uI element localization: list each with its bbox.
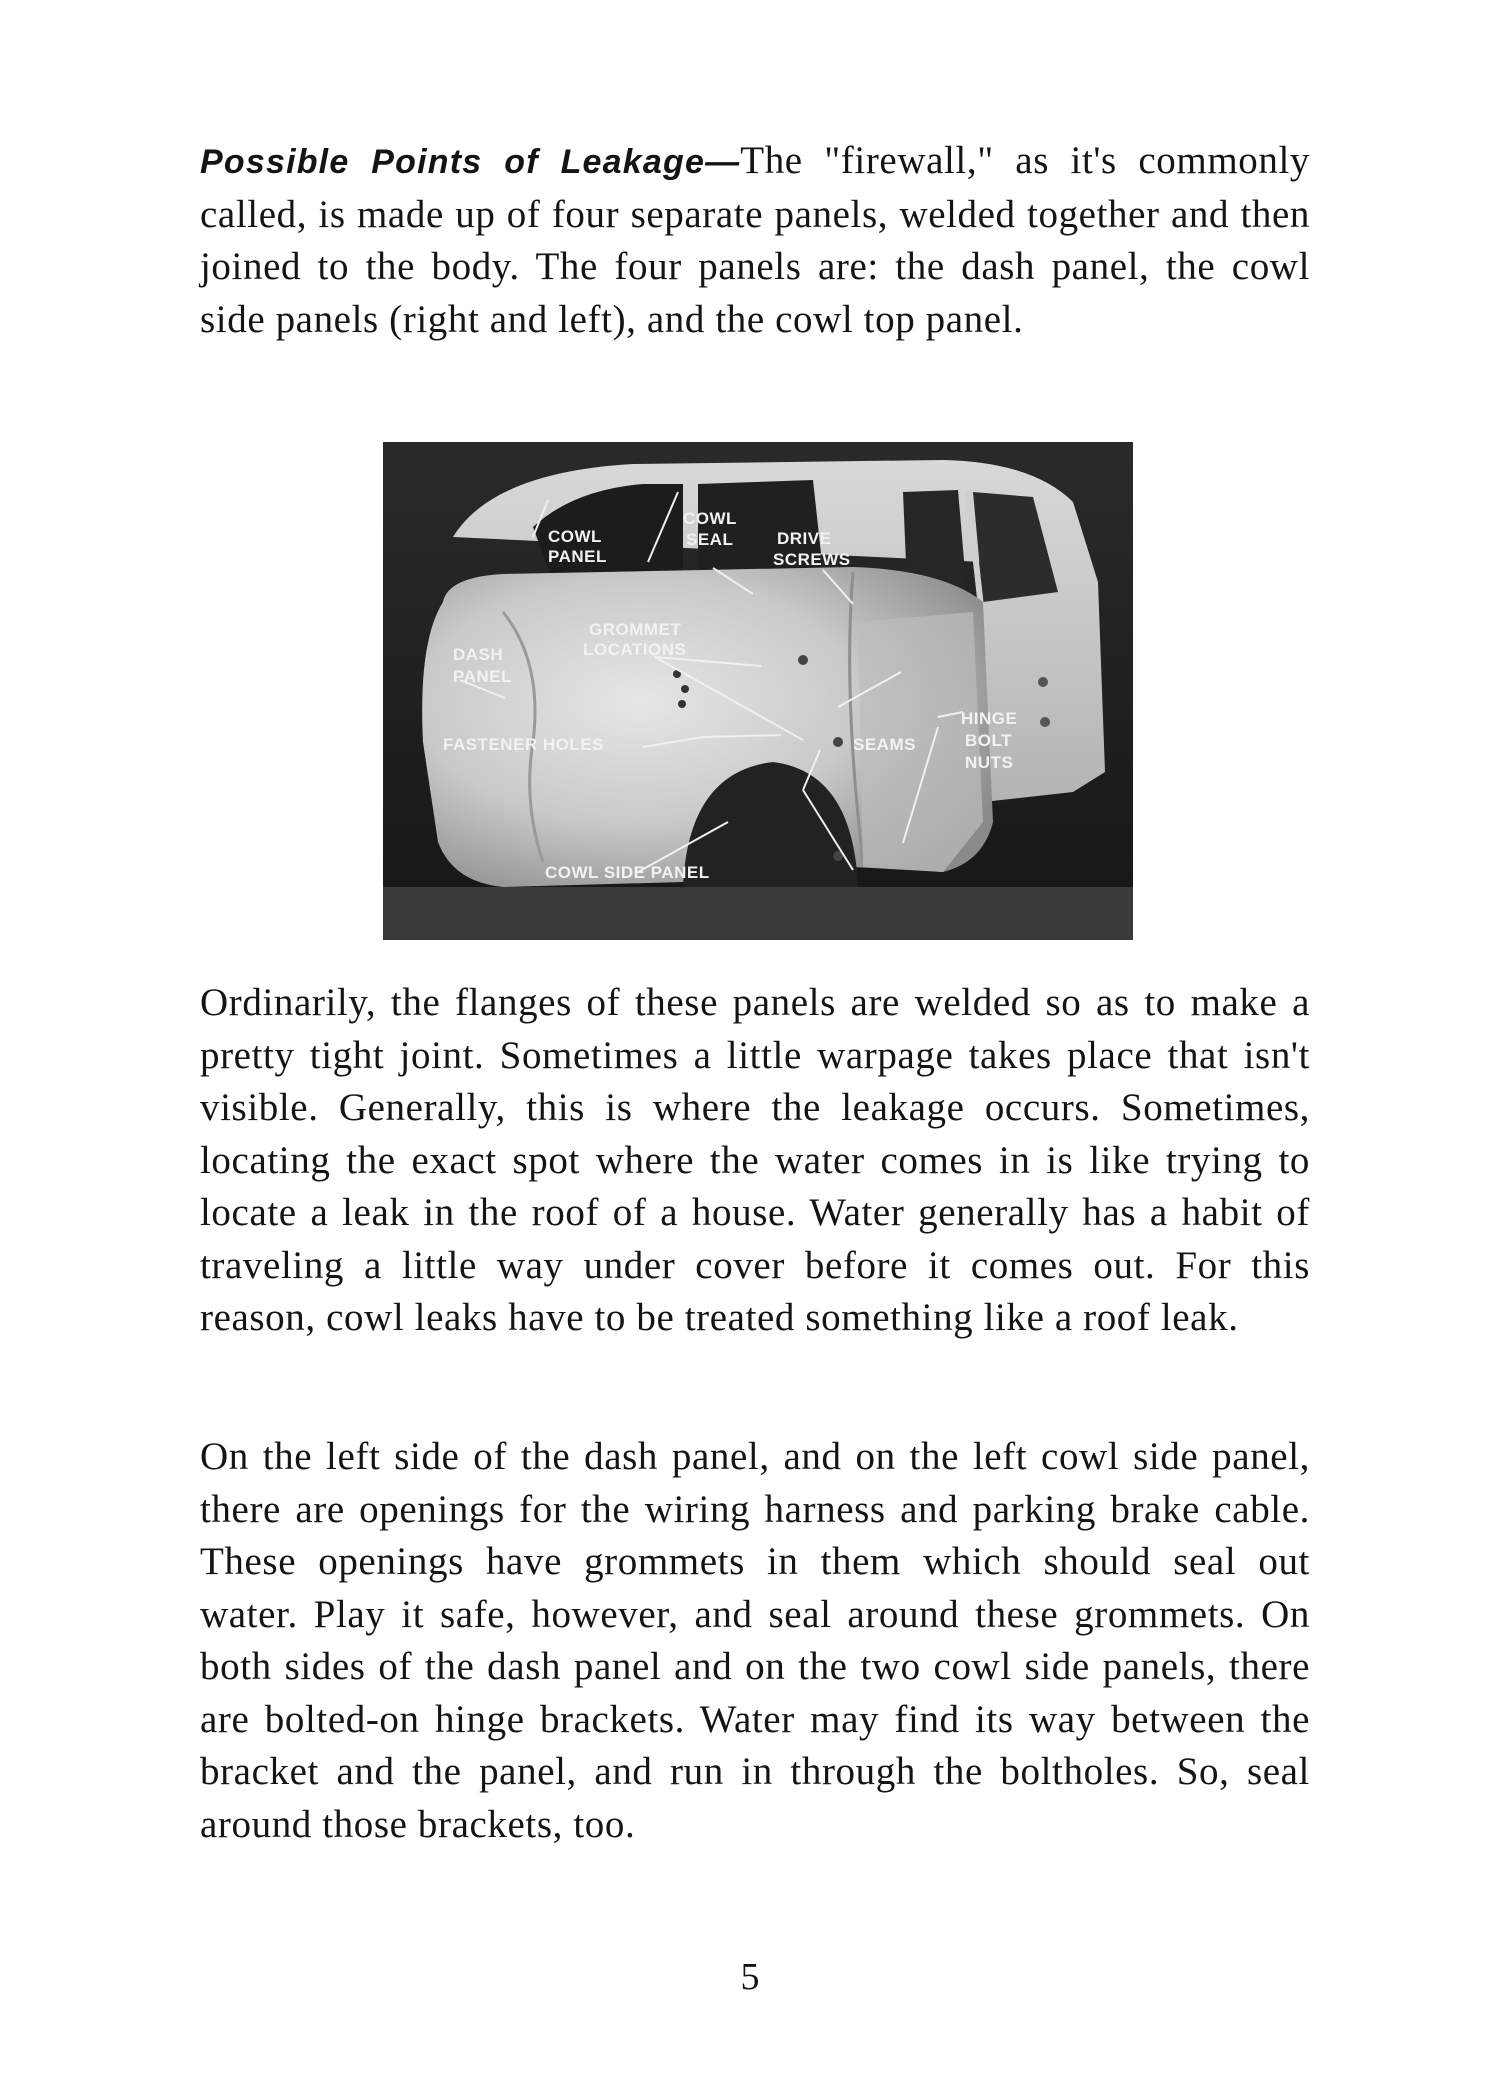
truck-cab-photo <box>383 442 1133 940</box>
label-hinge-bolt-nuts-1: HINGE <box>961 709 1018 728</box>
intro-text: The "firewall," as it's commonly called, is made up of four separate panels, welded together and then joined to the body. The four panels are: the dash panel, the cowl side panels (right and left), and the cowl top panel. <box>200 139 1310 341</box>
label-cowl-seal-1: COWL <box>683 509 737 528</box>
label-cowl-side-panel: COWL SIDE PANEL <box>545 863 710 882</box>
label-seams: SEAMS <box>853 735 916 754</box>
label-drive-screws-1: DRIVE <box>777 529 832 548</box>
label-hinge-bolt-nuts-3: NUTS <box>965 753 1014 772</box>
body-paragraph-1: Ordinarily, the flanges of these panels are welded so as to make a pretty tight joint. Sometimes a little warpage takes place that isn't visible. Generally, this is where the leakage occurs. Sometimes, locating the exact spot where the water comes in is like trying to locate a leak in the roof of a house. Water generally has a habit of traveling a little way under cover before it comes out. For this reason, cowl leaks have to be treated something like a roof leak. <box>200 981 1310 1339</box>
label-grommet-locations-1: GROMMET <box>589 620 682 639</box>
label-fastener-holes: FASTENER HOLES <box>443 735 604 754</box>
label-drive-screws-2: SCREWS <box>773 550 851 569</box>
label-dash-panel-2: PANEL <box>453 667 512 686</box>
label-cowl-panel-1: COWL <box>548 527 602 546</box>
label-hinge-bolt-nuts-2: BOLT <box>965 731 1013 750</box>
intro-paragraph <box>200 135 1310 346</box>
section-lead: Possible Points of Leakage— <box>200 143 741 181</box>
label-cowl-seal-2: SEAL <box>686 530 734 549</box>
label-dash-panel-1: DASH <box>453 645 504 664</box>
label-grommet-locations-2: LOCATIONS <box>583 640 687 659</box>
body-paragraph-2: On the left side of the dash panel, and on the left cowl side panel, there are openings for the wiring harness and parking brake cable. These openings have grommets in them which should seal out water. Play it safe, however, and seal around these grommets. On both sides of the dash panel and on the two cowl side panels, there are bolted-on hinge brackets. Water may find its way between the bracket and the panel, and run in through the boltholes. So, seal around those brackets, too. <box>200 1435 1310 1846</box>
label-cowl-panel-2: PANEL <box>548 547 607 566</box>
page-number: 5 <box>740 1956 760 1998</box>
